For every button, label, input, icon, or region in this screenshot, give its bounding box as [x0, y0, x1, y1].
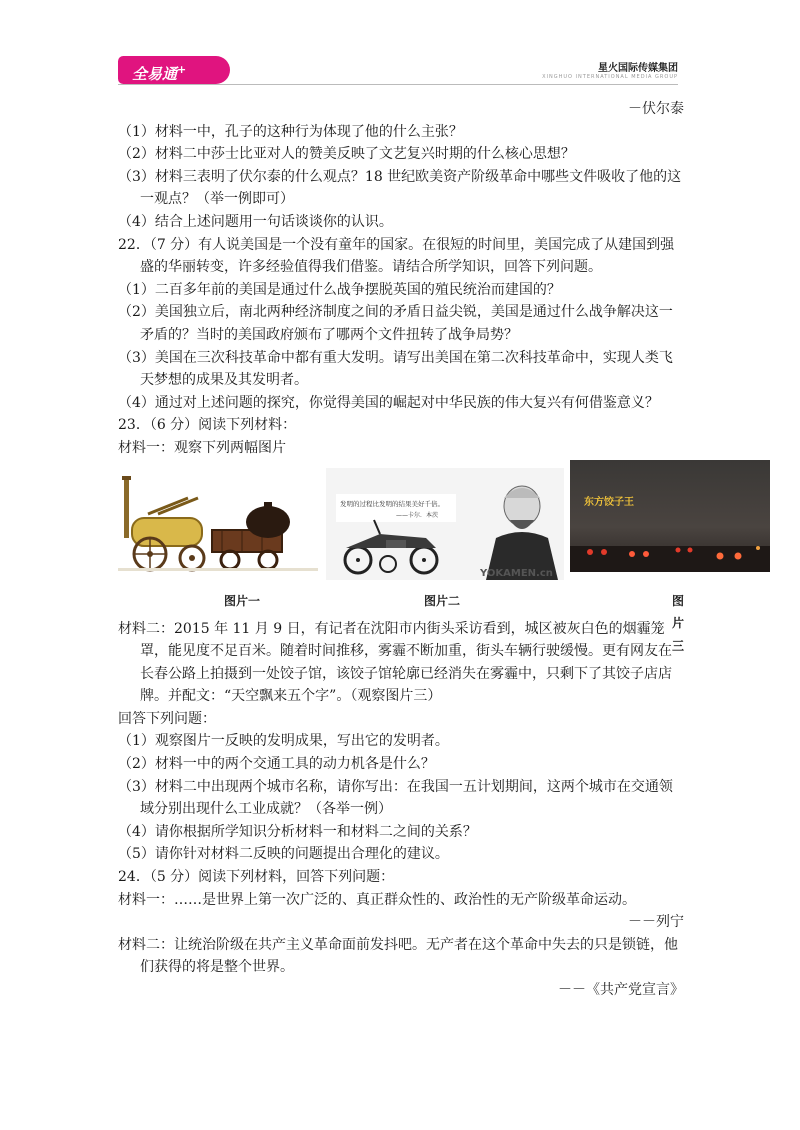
q23-item-5: （5）请你针对材料二反映的问题提出合理化的建议。 — [118, 846, 449, 863]
document-body — [118, 98, 684, 1002]
q23-material-1: 材料一：观察下列两幅图片 — [118, 439, 286, 456]
q23-item-1: （1）观察图片一反映的发明成果，写出它的发明者。 — [118, 733, 449, 750]
publisher-name-en: XINGHUO INTERNATIONAL MEDIA GROUP — [542, 74, 678, 80]
figure-3-caption: 图片三 — [672, 593, 685, 653]
q24-attribution-1: －－列宁 — [628, 914, 684, 931]
q23-item-2: （2）材料一中的两个交通工具的动力机各是什么？ — [118, 756, 435, 773]
publisher — [542, 59, 678, 80]
benz-car-portrait-image — [326, 468, 564, 580]
page-header — [118, 56, 678, 84]
q22-stem: 22．（7 分）有人说美国是一个没有童年的国家。在很短的时间里，美国完成了从建国到强盛的华丽转变，许多经验值得我们借鉴。请结合所学知识，回答下列问题。 — [118, 236, 675, 276]
q23-item-3: （3）材料二中出现两个城市名称，请你写出：在我国一五计划期间，这两个城市在交通领域分别出现什么工业成就？（各举一例） — [118, 778, 673, 818]
q21-item-1: （1）材料一中，孔子的这种行为体现了他的什么主张？ — [118, 123, 463, 140]
q22-item-4: （4）通过对上述问题的探究，你觉得美国的崛起对中华民族的伟大复兴有何借鉴意义？ — [118, 394, 659, 411]
figure-1-caption: 图片一 — [224, 593, 261, 608]
fig2-watermark: YOKAMEN.cn — [480, 567, 553, 579]
q21-attribution: －伏尔泰 — [628, 101, 684, 117]
q23-answer-prompt: 回答下列问题： — [118, 710, 216, 727]
q21-item-2: （2）材料二中莎士比亚对人的赞美反映了文艺复兴时期的什么核心思想？ — [118, 146, 575, 163]
q21-item-3: （3）材料三表明了伏尔泰的什么观点？18 世纪欧美资产阶级革命中哪些文件吸收了他的这一观点？（举一例即可） — [118, 168, 682, 208]
q22-item-2: （2）美国独立后，南北两种经济制度之间的矛盾日益尖锐，美国是通过什么战争解决这一矛盾的？当时的美国政府颁布了哪两个文件扭转了战争局势？ — [118, 304, 673, 343]
publisher-name: 星火国际传媒集团 — [598, 63, 678, 74]
fig2-quote-author: ——卡尔．本茨 — [396, 511, 439, 519]
q22-item-1: （1）二百多年前的美国是通过什么战争摆脱英国的殖民统治而建国的？ — [118, 281, 561, 298]
q24-material-2: 材料二：让统治阶级在共产主义革命面前发抖吧。无产者在这个革命中失去的只是锁链，他们获得的将是整个世界。 — [118, 936, 678, 976]
figure-2-caption: 图片二 — [424, 593, 461, 608]
logo-text: 全易通 — [132, 65, 178, 83]
q24-material-1: 材料一：……是世界上第一次广泛的、真正群众性的、政治性的无产阶级革命运动。 — [118, 891, 636, 908]
fig3-shop-sign: 东方饺子王 — [584, 496, 634, 508]
steam-locomotive-image — [118, 468, 318, 580]
brand-logo — [118, 56, 230, 84]
q23-item-4: （4）请你根据所学知识分析材料一和材料二之间的关系？ — [118, 823, 477, 840]
q24-attribution-2: －－《共产党宣言》 — [558, 982, 684, 998]
q24-stem: 24．（5 分）阅读下列材料，回答下列问题： — [118, 869, 395, 886]
header-divider — [118, 84, 678, 85]
q22-item-3: （3）美国在三次科技革命中都有重大发明。请写出美国在第二次科技革命中，实现人类飞天梦想的成果及其发明者。 — [118, 349, 673, 389]
smog-night-photo — [570, 460, 770, 572]
fig2-quote: 发明的过程比发明的结果美好千倍。 — [340, 499, 444, 508]
q23-material-2: 材料二：2015 年 11 月 9 日，有记者在沈阳市内街头采访看到，城区被灰白色的烟霾笼罩，能见度不足百米。随着时间推移，雾霾不断加重，街头车辆行驶缓慢。更有网友在长春公路上拍摄到一处饺子馆，该饺子馆轮廓已经消失在雾霾中，只剩下了其饺子店店牌。并配文：“天空飘来五个字”。（观察图片三） — [118, 620, 672, 705]
q21-item-4: （4）结合上述问题用一句话谈谈你的认识。 — [118, 213, 393, 230]
figure-row — [118, 462, 685, 653]
q23-stem: 23．（6 分）阅读下列材料： — [118, 417, 297, 434]
logo-plus: + — [177, 63, 187, 76]
